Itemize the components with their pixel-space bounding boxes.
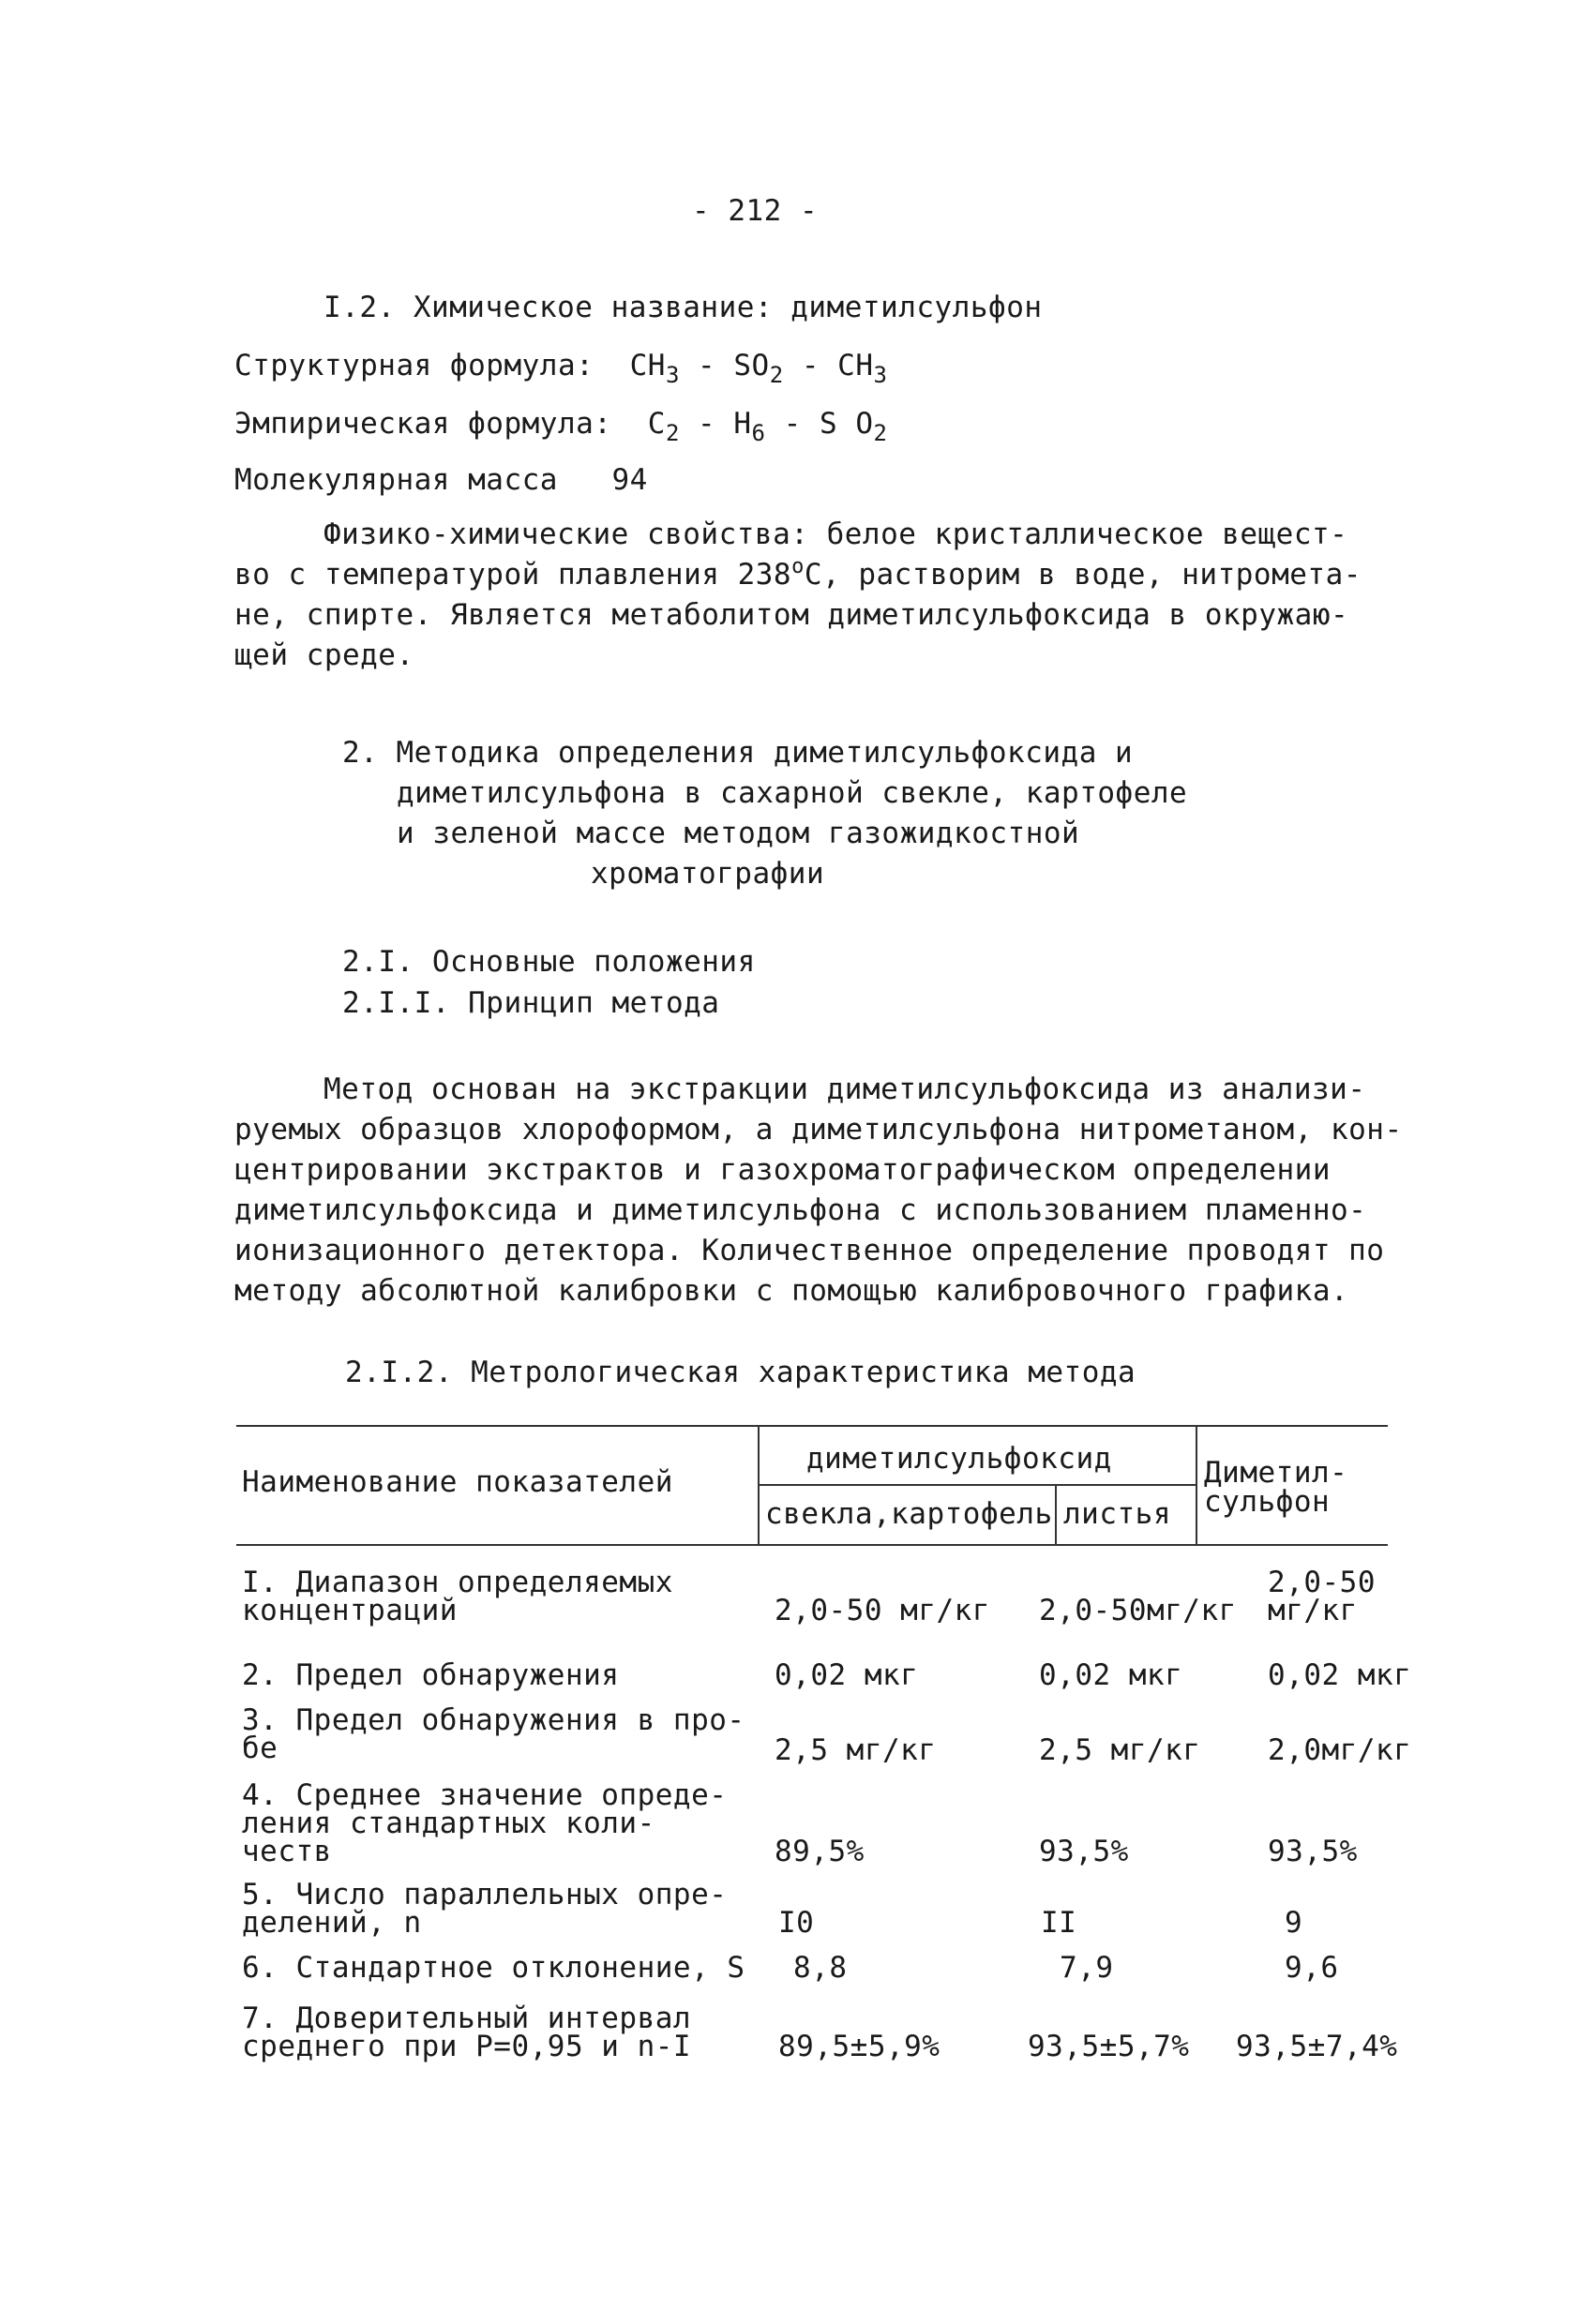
cell-dmso2: 2,0мг/кг bbox=[1268, 1733, 1412, 1767]
cell-leaves: II bbox=[1041, 1906, 1077, 1940]
subsection-2-1-1: 2.I.I. Принцип метода bbox=[342, 986, 720, 1020]
empirical-formula bbox=[234, 405, 888, 446]
header-dmso: диметилсульфоксид bbox=[806, 1442, 1112, 1476]
row-label: 7. Доверительный интервал bbox=[242, 2002, 692, 2035]
empirical-formula-value: $C_2 - H_6$ - S $O_2$ bbox=[647, 407, 888, 446]
row-label: 4. Среднее значение опреде- bbox=[242, 1778, 728, 1812]
cell-dmso2: 9 bbox=[1285, 1906, 1303, 1940]
cell-beet-potato: 89,5% bbox=[775, 1835, 865, 1868]
cell-dmso2: 2,0-50 bbox=[1268, 1566, 1376, 1599]
cell-beet-potato: 2,0-50 мг/кг bbox=[775, 1594, 990, 1627]
molecular-mass-label: Молекулярная масса bbox=[234, 463, 558, 497]
row-label: концентраций bbox=[242, 1594, 458, 1627]
row-label: ления стандартных коли- bbox=[242, 1807, 655, 1840]
header-leaves: листья bbox=[1063, 1497, 1171, 1531]
table-divider bbox=[1196, 1427, 1197, 1544]
page-number: - 212 - bbox=[692, 194, 819, 228]
cell-dmso2: мг/кг bbox=[1268, 1594, 1358, 1627]
structural-formula-value: $CH_3 - SO_2 - CH_3$ bbox=[629, 349, 888, 388]
cell-leaves: 0,02 мкг bbox=[1039, 1658, 1183, 1692]
structural-formula-label: Структурная формула: bbox=[234, 349, 594, 382]
subsection-2-1: 2.I. Основные положения bbox=[342, 945, 756, 979]
header-dmso2: Диметил- bbox=[1204, 1456, 1348, 1490]
cell-leaves: 93,5% bbox=[1039, 1835, 1129, 1868]
row-label: 5. Число параллельных опре- bbox=[242, 1878, 728, 1912]
cell-beet-potato: 8,8 bbox=[793, 1951, 848, 1985]
row-label: среднего при Р=0,95 и n-I bbox=[242, 2030, 692, 2063]
empirical-formula-label: Эмпирическая формула: bbox=[234, 407, 612, 441]
cell-dmso2: 9,6 bbox=[1285, 1951, 1339, 1985]
table-divider bbox=[758, 1427, 760, 1544]
cell-dmso2: 93,5% bbox=[1268, 1835, 1358, 1868]
properties-line: во с температурой плавления $238^оС$, растворим в воде, нитромета- bbox=[234, 555, 1362, 592]
header-dmso2: сульфон bbox=[1204, 1485, 1331, 1519]
cell-leaves: 93,5±5,7% bbox=[1028, 2030, 1190, 2063]
row-label: I. Диапазон определяемых bbox=[242, 1566, 673, 1599]
cell-dmso2: 93,5±7,4% bbox=[1236, 2030, 1398, 2063]
header-indicator-name: Наименование показателей bbox=[242, 1465, 673, 1499]
cell-beet-potato: 0,02 мкг bbox=[775, 1658, 919, 1692]
table-divider bbox=[1055, 1486, 1057, 1544]
row-label: 6. Стандартное отклонение, S bbox=[242, 1951, 745, 1985]
table-header-bottom-rule bbox=[236, 1544, 1388, 1546]
cell-beet-potato: I0 bbox=[778, 1906, 815, 1940]
cell-dmso2: 0,02 мкг bbox=[1268, 1658, 1412, 1692]
properties-line: не, спирте. Является метаболитом диметилсульфоксида в окружаю- bbox=[234, 598, 1349, 632]
row-label: бе bbox=[242, 1732, 278, 1765]
properties-line: щей среде. bbox=[234, 638, 414, 672]
molecular-mass-value: 94 bbox=[611, 463, 648, 497]
row-label: честв bbox=[242, 1835, 332, 1868]
properties-line: Физико-химические свойства: белое кристаллическое вещест- bbox=[324, 517, 1348, 551]
cell-beet-potato: 2,5 мг/кг bbox=[775, 1733, 937, 1767]
cell-leaves: 7,9 bbox=[1060, 1951, 1114, 1985]
table-subheader-rule bbox=[758, 1484, 1196, 1486]
row-label: 3. Предел обнаружения в про- bbox=[242, 1703, 745, 1737]
cell-leaves: 2,5 мг/кг bbox=[1039, 1733, 1201, 1767]
row-label: делений, n bbox=[242, 1906, 422, 1940]
cell-leaves: 2,0-50мг/кг bbox=[1039, 1594, 1237, 1627]
structural-formula bbox=[234, 347, 888, 388]
table-top-rule bbox=[236, 1425, 1388, 1427]
row-label: 2. Предел обнаружения bbox=[242, 1658, 620, 1692]
chemical-name: I.2. Химическое название: диметилсульфон bbox=[324, 291, 1043, 324]
header-beet-potato: свекла,картофель bbox=[765, 1497, 1053, 1531]
subsection-2-1-2: 2.I.2. Метрологическая характеристика метода bbox=[345, 1356, 1136, 1389]
cell-beet-potato: 89,5±5,9% bbox=[778, 2030, 940, 2063]
molecular-mass bbox=[234, 461, 648, 499]
